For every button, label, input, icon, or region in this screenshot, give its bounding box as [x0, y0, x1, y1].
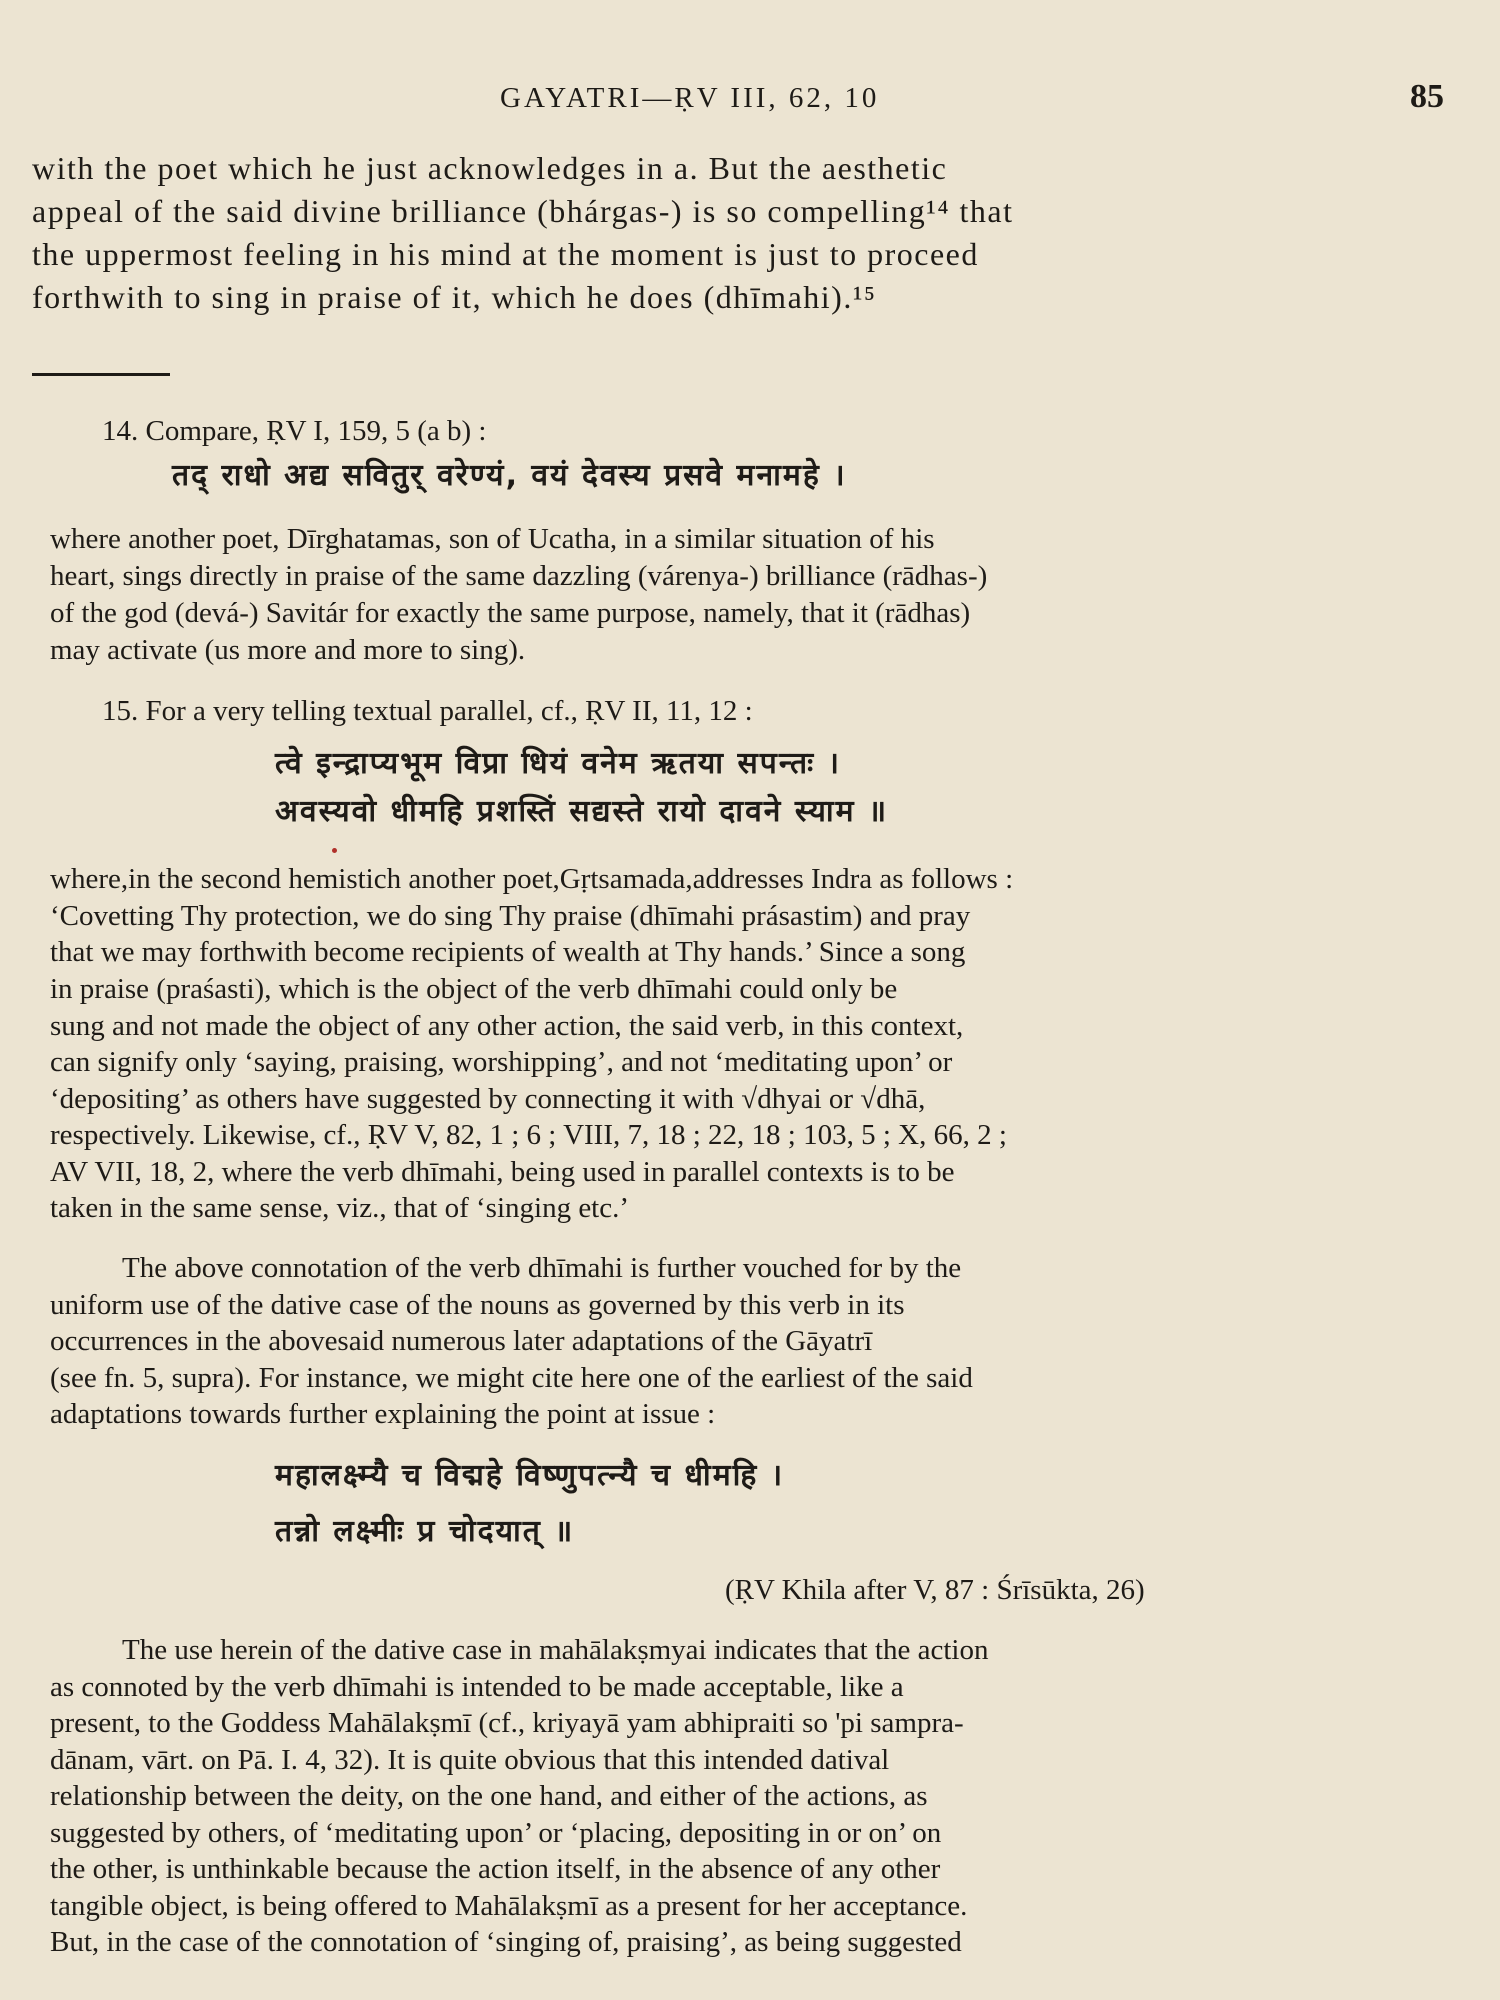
text-line: (see fn. 5, supra). For instance, we might cite here one of the earliest of the said — [50, 1362, 973, 1394]
text-line: ‘Covetting Thy protection, we do sing Thy praise (dhīmahi prásastim) and pray — [50, 900, 971, 932]
sanskrit-verse: तन्नो लक्ष्मीः प्र चोदयात् ॥ — [275, 1514, 575, 1549]
text-line: sung and not made the object of any other action, the said verb, in this context, — [50, 1010, 964, 1042]
page-number: 85 — [1410, 78, 1444, 115]
text-line: the other, is unthinkable because the action itself, in the absence of any other — [50, 1853, 941, 1885]
text-line: tangible object, is being offered to Mahālakṣmī as a present for her acceptance. — [50, 1890, 968, 1922]
text-line: respectively. Likewise, cf., ṚV V, 82, 1 ; 6 ; VIII, 7, 18 ; 22, 18 ; 103, 5 ; X, 66, 2 ; — [50, 1119, 1007, 1151]
text-line: uniform use of the dative case of the nouns as governed by this verb in its — [50, 1289, 905, 1321]
text-line: that we may forthwith become recipients of wealth at Thy hands.’ Since a song — [50, 936, 966, 968]
text-line: suggested by others, of ‘meditating upon’ or ‘placing, depositing in or on’ on — [50, 1817, 942, 1849]
sanskrit-verse: तद् राधो अद्य सवितुर् वरेण्यं, वयं देवस्य प्रसवे मनामहे । — [172, 458, 847, 493]
text-line: can signify only ‘saying, praising, worshipping’, and not ‘meditating upon’ or — [50, 1046, 953, 1078]
text-line: in praise (praśasti), which is the object of the verb dhīmahi could only be — [50, 973, 898, 1005]
text-line: with the poet which he just acknowledges in a. But the aesthetic — [32, 150, 948, 186]
citation: (ṚV Khila after V, 87 : Śrīsūkta, 26) — [725, 1574, 1145, 1606]
text-line: forthwith to sing in praise of it, which he does (dhīmahi).¹⁵ — [32, 279, 877, 315]
running-title: GAYATRI—ṚV III, 62, 10 — [500, 82, 880, 114]
text-line: AV VII, 18, 2, where the verb dhīmahi, being used in parallel contexts is to be — [50, 1156, 955, 1188]
sanskrit-verse: महालक्ष्म्यै च विद्महे विष्णुपत्न्यै च धीमहि । — [275, 1458, 785, 1493]
text-line: dānam, vārt. on Pā. I. 4, 32). It is quite obvious that this intended datival — [50, 1744, 890, 1776]
running-header — [0, 72, 1500, 132]
text-line: The use herein of the dative case in mahālakṣmyai indicates that the action — [122, 1634, 989, 1666]
text-line: adaptations towards further explaining the point at issue : — [50, 1398, 716, 1430]
text-line: where another poet, Dīrghatamas, son of Ucatha, in a similar situation of his — [50, 523, 935, 555]
footnote-intro: 15. For a very telling textual parallel, cf., ṚV II, 11, 12 : — [102, 695, 753, 727]
text-line: as connoted by the verb dhīmahi is intended to be made acceptable, like a — [50, 1671, 904, 1703]
sanskrit-verse: त्वे इन्द्राप्यभूम विप्रा धियं वनेम ऋतया सपन्तः । — [275, 746, 842, 781]
sanskrit-verse: अवस्यवो धीमहि प्रशस्तिं सद्यस्ते रायो दावने स्याम ॥ — [275, 794, 889, 829]
text-line: present, to the Goddess Mahālakṣmī (cf., kriyayā yam abhipraiti so 'pi sampra- — [50, 1707, 964, 1739]
text-line: But, in the case of the connotation of ‘singing of, praising’, as being suggested — [50, 1926, 962, 1958]
text-line: of the god (devá-) Savitár for exactly the same purpose, namely, that it (rādhas) — [50, 597, 971, 629]
ink-speck — [332, 848, 337, 853]
text-line: the uppermost feeling in his mind at the moment is just to proceed — [32, 236, 979, 272]
footnote-intro: 14. Compare, ṚV I, 159, 5 (a b) : — [102, 415, 487, 447]
text-line: may activate (us more and more to sing). — [50, 634, 526, 666]
text-line: relationship between the deity, on the one hand, and either of the actions, as — [50, 1780, 928, 1812]
text-line: appeal of the said divine brilliance (bhárgas-) is so compelling¹⁴ that — [32, 193, 1014, 229]
text-line: The above connotation of the verb dhīmahi is further vouched for by the — [122, 1252, 962, 1284]
footnote-separator — [32, 373, 170, 376]
text-line: heart, sings directly in praise of the same dazzling (várenya-) brilliance (rādhas-) — [50, 560, 988, 592]
text-line: ‘depositing’ as others have suggested by connecting it with √dhyai or √dhā, — [50, 1083, 926, 1115]
text-line: taken in the same sense, viz., that of ‘singing etc.’ — [50, 1192, 630, 1224]
text-line: occurrences in the abovesaid numerous later adaptations of the Gāyatrī — [50, 1325, 873, 1357]
text-line: where,in the second hemistich another poet,Gṛtsamada,addresses Indra as follows : — [50, 863, 1014, 895]
